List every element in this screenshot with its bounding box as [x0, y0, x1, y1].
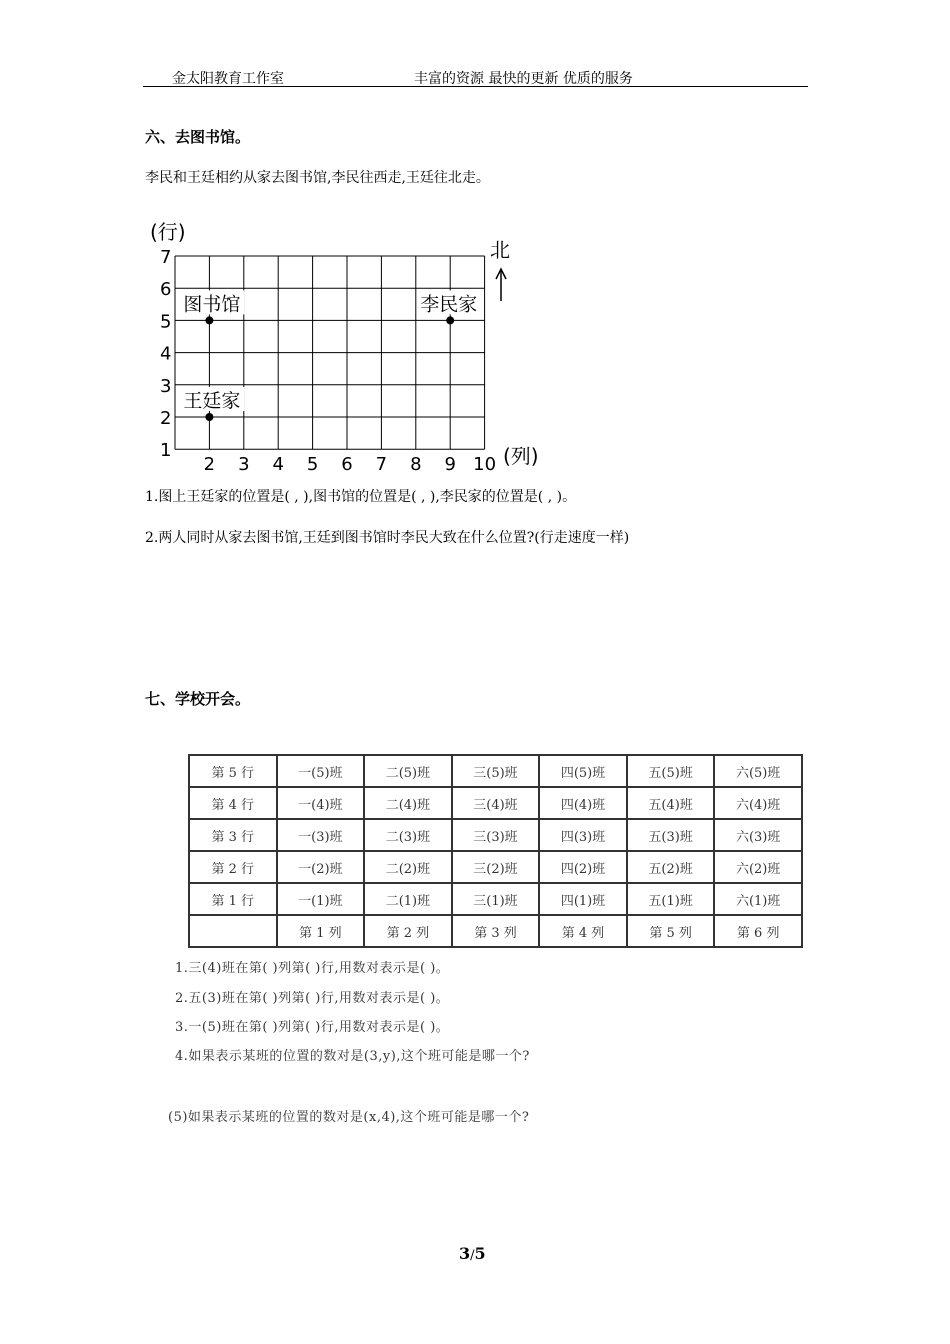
grid-lines: [175, 256, 485, 449]
table-cell: 三(2)班: [452, 851, 540, 883]
table-cell: 二(2)班: [364, 851, 452, 883]
table-cell: 一(2)班: [277, 851, 365, 883]
x-tick-label: 8: [410, 454, 422, 475]
class-seating-table: [188, 754, 803, 948]
x-tick-label: 5: [306, 454, 319, 475]
table-cell: 四(3)班: [539, 819, 627, 851]
location-dot: [205, 413, 213, 421]
table-row: [189, 819, 802, 851]
north-label: 北: [490, 238, 510, 262]
table-cell: 第 1 行: [189, 883, 277, 915]
y-axis-label: (行): [150, 220, 186, 244]
y-tick-label: 3: [160, 375, 172, 397]
table-row: [189, 851, 802, 883]
location-label: 李民家: [420, 293, 478, 316]
table-cell: 一(3)班: [277, 819, 365, 851]
table-cell: 五(5)班: [627, 755, 715, 787]
table-cell: 六(3)班: [714, 819, 802, 851]
location-dot: [205, 316, 213, 324]
y-tick-label: 5: [160, 311, 172, 333]
header-left: 金太阳教育工作室: [172, 71, 284, 87]
table-cell: 四(2)班: [539, 851, 627, 883]
section6-intro: 李民和王廷相约从家去图书馆,李民往西走,王廷往北走。: [145, 170, 490, 186]
x-tick-label: 3: [238, 454, 250, 475]
section6-title: 六、去图书馆。: [145, 128, 251, 146]
y-tick-label: 4: [160, 343, 172, 365]
table-cell: 第 4 行: [189, 787, 277, 819]
table-cell: 四(1)班: [539, 883, 627, 915]
header-divider: [143, 86, 808, 87]
table-cell: 二(4)班: [364, 787, 452, 819]
table-cell: 第 2 行: [189, 851, 277, 883]
table-cell: 二(5)班: [364, 755, 452, 787]
table-row: [189, 787, 802, 819]
table-cell: 六(2)班: [714, 851, 802, 883]
table-cell: 三(5)班: [452, 755, 540, 787]
section7-q4: 4.如果表示某班的位置的数对是(3,y),这个班可能是哪一个?: [175, 1049, 530, 1064]
section7-title: 七、学校开会。: [145, 690, 251, 708]
section6-q1: 1.图上王廷家的位置是( , ),图书馆的位置是( , ),李民家的位置是( , )。: [145, 489, 577, 505]
table-cell: 六(1)班: [714, 883, 802, 915]
table-cell: 五(3)班: [627, 819, 715, 851]
table-cell: 五(2)班: [627, 851, 715, 883]
library-grid-figure: [140, 215, 560, 480]
table-cell: 第 1 列: [277, 915, 365, 947]
y-tick-label: 6: [160, 279, 172, 301]
table-cell: 三(4)班: [452, 787, 540, 819]
y-tick-label: 2: [160, 408, 172, 429]
y-tick-label: 7: [160, 247, 172, 268]
table-cell: 二(1)班: [364, 883, 452, 915]
grid-points: [182, 290, 481, 421]
table-cell: [189, 915, 277, 947]
table-cell: 第 3 列: [452, 915, 540, 947]
section7-q2: 2.五(3)班在第( )列第( )行,用数对表示是( )。: [175, 991, 450, 1006]
page-current: 3: [459, 1244, 471, 1263]
table-row: [189, 755, 802, 787]
x-tick-label: 10: [473, 454, 497, 475]
table-cell: 第 5 行: [189, 755, 277, 787]
x-tick-label: 2: [203, 454, 216, 475]
location-label: 图书馆: [183, 293, 241, 316]
x-tick-label: 9: [444, 454, 456, 475]
table-row: [189, 915, 802, 947]
table-cell: 二(3)班: [364, 819, 452, 851]
x-tick-label: 4: [272, 454, 284, 475]
table-cell: 第 2 列: [364, 915, 452, 947]
table-cell: 一(4)班: [277, 787, 365, 819]
table-cell: 三(1)班: [452, 883, 540, 915]
section6-q2: 2.两人同时从家去图书馆,王廷到图书馆时李民大致在什么位置?(行走速度一样): [145, 530, 630, 546]
page-sep: /: [470, 1248, 475, 1263]
table-cell: 三(3)班: [452, 819, 540, 851]
section7-q3: 3.一(5)班在第( )列第( )行,用数对表示是( )。: [175, 1020, 450, 1035]
table-cell: 第 5 列: [627, 915, 715, 947]
table-cell: 四(4)班: [539, 787, 627, 819]
table-cell: 六(5)班: [714, 755, 802, 787]
table-cell: 五(4)班: [627, 787, 715, 819]
header-right: 丰富的资源 最快的更新 优质的服务: [414, 71, 633, 87]
table-cell: 第 3 行: [189, 819, 277, 851]
table-row: [189, 883, 802, 915]
table-cell: 五(1)班: [627, 883, 715, 915]
x-tick-label: 6: [341, 454, 353, 475]
page-total: 5: [474, 1244, 486, 1263]
section7-q5: (5)如果表示某班的位置的数对是(x,4),这个班可能是哪一个?: [168, 1110, 530, 1125]
page-number: [459, 1244, 486, 1263]
table-cell: 一(1)班: [277, 883, 365, 915]
y-tick-labels: [160, 247, 171, 461]
section7-q1: 1.三(4)班在第( )列第( )行,用数对表示是( )。: [175, 961, 450, 976]
y-tick-label: 1: [160, 440, 172, 462]
table-cell: 四(5)班: [539, 755, 627, 787]
table-cell: 第 6 列: [714, 915, 802, 947]
x-tick-label: 7: [375, 454, 388, 475]
x-tick-labels: [204, 454, 496, 475]
x-axis-label: (列): [503, 444, 539, 468]
location-label: 王廷家: [183, 390, 241, 412]
location-dot: [446, 316, 454, 324]
table-cell: 第 4 列: [539, 915, 627, 947]
table-cell: 六(4)班: [714, 787, 802, 819]
table-cell: 一(5)班: [277, 755, 365, 787]
